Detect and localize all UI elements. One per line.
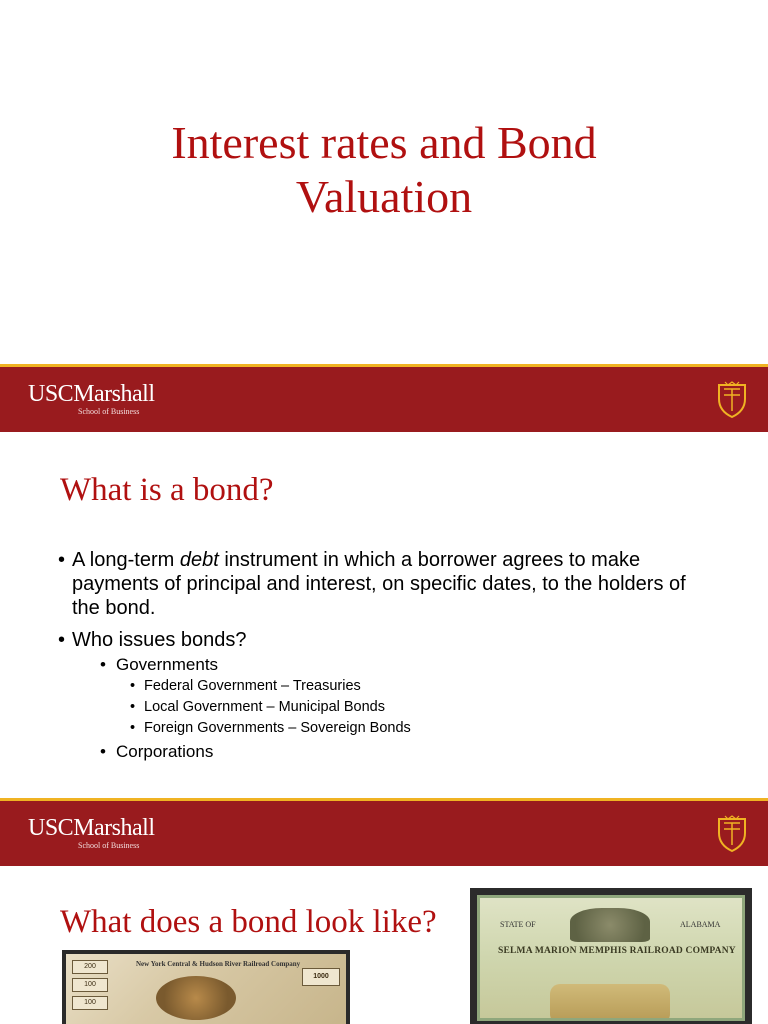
bond-certificate-image-right bbox=[470, 888, 752, 1024]
what-is-bond-slide bbox=[0, 432, 768, 798]
coupon-stub-1: 200 bbox=[72, 960, 108, 974]
left-cert-vignette bbox=[156, 976, 236, 1020]
governments-text: Governments bbox=[116, 655, 219, 674]
usc-shield-icon-2 bbox=[716, 815, 748, 853]
issuer-governments bbox=[100, 654, 718, 739]
logo-usc-2: USC bbox=[28, 815, 74, 841]
who-issues-text: Who issues bonds? bbox=[72, 629, 247, 651]
slide-heading: What is a bond? bbox=[60, 472, 274, 508]
left-cert-amount: 1000 bbox=[302, 968, 340, 986]
bond-certificate-image-left bbox=[62, 950, 350, 1024]
usc-marshall-banner bbox=[0, 364, 768, 432]
right-cert-amount-panel bbox=[550, 984, 670, 1021]
usc-marshall-logo bbox=[28, 381, 155, 416]
left-cert-title: New York Central & Hudson River Railroad Company bbox=[136, 960, 301, 968]
slide-heading-3: What does a bond look like? bbox=[60, 904, 437, 940]
logo-usc: USC bbox=[28, 381, 74, 407]
coupon-stub-2: 100 bbox=[72, 978, 108, 992]
logo-subtitle: School of Business bbox=[78, 407, 140, 416]
usc-shield-icon bbox=[716, 381, 748, 419]
definition-text-end: instrument in which a borrower agrees to make payments of principal and interest, on specific dates, to the holders of the bond. bbox=[72, 549, 686, 619]
right-cert-state-left: STATE OF bbox=[500, 920, 536, 929]
definition-text-start: A long-term bbox=[72, 549, 180, 571]
bullet-list bbox=[58, 548, 718, 771]
title-line-2: Valuation bbox=[295, 171, 473, 222]
logo-marshall: Marshall bbox=[73, 381, 155, 407]
title-line-1: Interest rates and Bond bbox=[171, 117, 597, 168]
logo-subtitle-2: School of Business bbox=[78, 841, 140, 850]
right-cert-title: SELMA MARION MEMPHIS RAILROAD COMPANY bbox=[498, 946, 736, 956]
right-cert-vignette bbox=[570, 908, 650, 942]
bond-look-slide bbox=[0, 866, 768, 1024]
usc-marshall-logo-2 bbox=[28, 815, 155, 850]
bullet-definition bbox=[58, 548, 718, 620]
government-types-list bbox=[116, 676, 718, 739]
issuer-list bbox=[72, 654, 718, 763]
presentation-title bbox=[0, 116, 768, 224]
bullet-who-issues bbox=[58, 628, 718, 763]
logo-marshall-2: Marshall bbox=[73, 815, 155, 841]
usc-marshall-banner-2 bbox=[0, 798, 768, 866]
gov-item-local: • Local Government – Municipal Bonds bbox=[130, 697, 718, 718]
right-cert-state-right: ALABAMA bbox=[680, 920, 721, 929]
gov-item-foreign: • Foreign Governments – Sovereign Bonds bbox=[130, 718, 718, 739]
gov-item-federal: • Federal Government – Treasuries bbox=[130, 676, 718, 697]
definition-emphasis: debt bbox=[179, 549, 219, 571]
issuer-corporations: • Corporations bbox=[100, 741, 718, 763]
title-slide bbox=[0, 0, 768, 364]
coupon-stub-3: 100 bbox=[72, 996, 108, 1010]
